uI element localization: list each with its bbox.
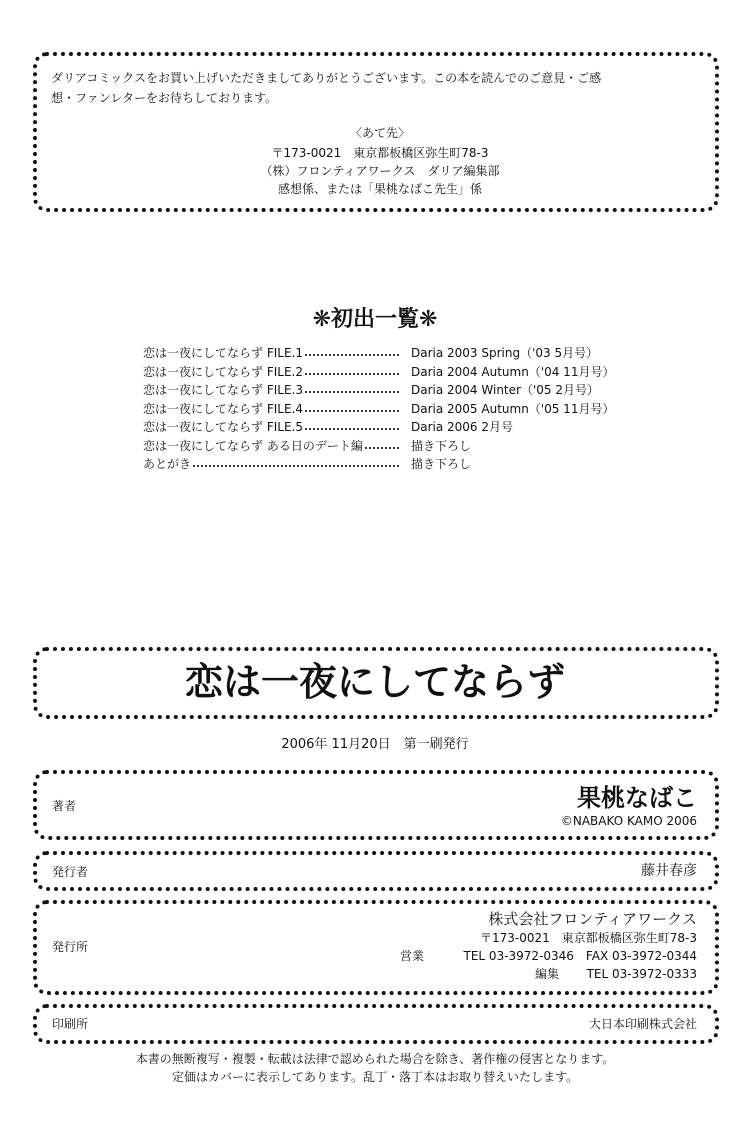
first-appearance-heading: ❋初出一覧❋ [312,307,438,332]
publisher-person-label: 発行者 [52,865,89,879]
dot-leader [365,439,399,449]
dot-leader [305,383,399,393]
editorial-contact: TEL 03-3972-0333 [586,967,697,981]
notice-price: 定価はカバーに表示してあります。乱丁・落丁本はお取り替えいたします。 [171,1070,579,1084]
list-item-title: 恋は一夜にしてならず FILE.3 [143,383,303,397]
address-title: 〈あて先〉 [349,126,410,140]
dot-leader [305,402,399,412]
list-item-title: 恋は一夜にしてならず FILE.5 [143,420,303,434]
list-item-title: 恋は一夜にしてならず FILE.2 [143,364,303,379]
list-item [143,402,403,416]
copyright: ©NABAKO KAMO 2006 [560,814,697,828]
list-item [143,420,403,434]
address-line1: 〒173-0021 東京都板橋区弥生町78-3 [271,146,489,160]
list-item-source: Daria 2006 2月号 [411,420,514,434]
publisher-name: 株式会社フロンティアワークス [488,910,697,928]
editorial-label: 編集 [535,967,560,981]
publisher-person-box [33,851,719,891]
author-label: 著者 [52,799,77,813]
address-line3: 感想係、または「果桃なばこ先生」係 [277,182,482,196]
publisher-address: 〒173-0021 東京都板橋区弥生町78-3 [479,931,697,945]
list-item-title: 恋は一夜にしてならず FILE.4 [143,401,303,416]
printer-name: 大日本印刷株式会社 [588,1017,697,1031]
list-item-title: 恋は一夜にしてならず FILE.1 [143,346,303,360]
sales-label: 営業 [400,949,425,963]
letters-line1: ダリアコミックスをお買い上げいただきましてありがとうございます。この本を読んでのご意見・ご感 [51,71,602,85]
list-item [143,346,403,360]
list-item-source: Daria 2003 Spring（'03 5月号） [411,346,599,360]
list-item [143,439,403,453]
dot-leader [193,457,399,467]
list-item-source: Daria 2005 Autumn（'05 11月号） [411,401,615,416]
list-item [143,365,403,379]
address-line2: （株）フロンティアワークス ダリア編集部 [260,164,500,178]
list-item [143,383,403,397]
publisher-label: 発行所 [52,940,89,954]
letters-line2: 想・ファンレターをお待ちしております。 [51,91,278,105]
list-item-title: あとがき [143,457,192,471]
list-item-title: 恋は一夜にしてならず ある日のデート編 [143,438,363,453]
dot-leader [305,420,399,430]
list-item [143,457,403,471]
publisher-person-name: 藤井春彦 [641,863,697,879]
notice-copyright: 本書の無断複写・複製・転載は法律で認められた場合を除き、著作権の侵害となります。 [135,1052,615,1066]
list-item-source: 描き下ろし [411,438,472,453]
publication-date: 2006年 11月20日 第一刷発行 [281,737,469,752]
list-item-source: 描き下ろし [411,457,472,471]
author-name: 果桃なばこ [577,784,697,812]
list-item-source: Daria 2004 Winter（'05 2月号） [411,383,599,397]
dot-leader [305,346,399,356]
sales-contact: TEL 03-3972-0346 FAX 03-3972-0344 [463,949,697,963]
dot-leader [305,365,399,375]
book-title: 恋は一夜にしてならず [184,660,565,704]
list-item-source: Daria 2004 Autumn（'04 11月号） [411,364,615,379]
printer-label: 印刷所 [52,1017,89,1031]
